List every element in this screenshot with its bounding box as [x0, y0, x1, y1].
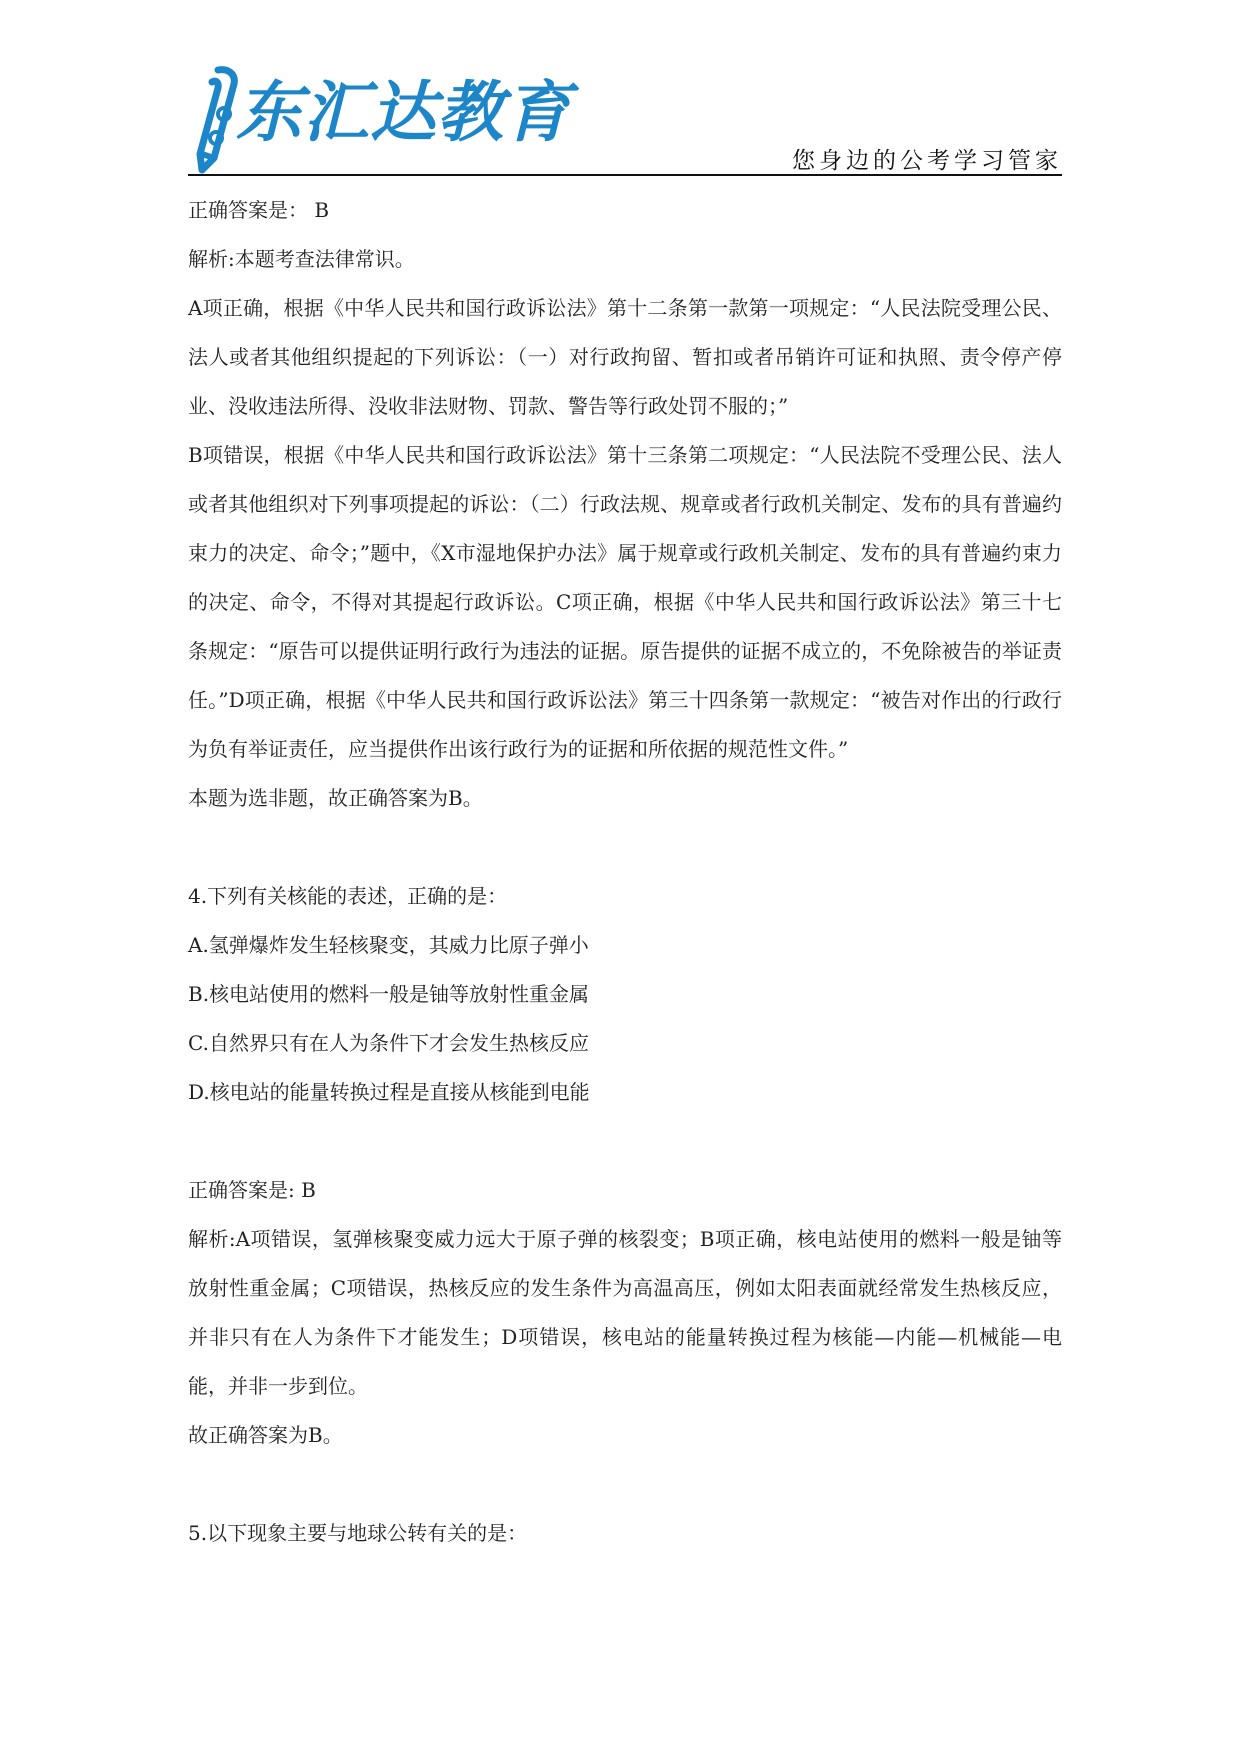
spacer: [188, 1460, 1062, 1509]
spacer: [188, 1117, 1062, 1166]
spacer: [188, 823, 1062, 872]
analysis-conclusion: 故正确答案为B。: [188, 1423, 343, 1447]
logo-text: 东汇达教育: [236, 74, 571, 151]
option-b: B.核电站使用的燃料一般是铀等放射性重金属: [188, 982, 590, 1006]
page-header: [188, 60, 1062, 178]
answer-line: 正确答案是: B: [188, 1178, 316, 1202]
question-stem: 4.下列有关核能的表述，正确的是：: [188, 884, 508, 908]
analysis-conclusion: 本题为选非题，故正确答案为B。: [188, 786, 483, 810]
question-stem: 5.以下现象主要与地球公转有关的是：: [188, 1521, 528, 1545]
analysis-paragraph: 解析:A项错误，氢弹核聚变威力远大于原子弹的核裂变；B项正确，核电站使用的燃料一般是铀等放射性重金属；C项错误，热核反应的发生条件为高温高压，例如太阳表面就经常发生热核反应，并非只有在人为条件下才能发生；D项错误，核电站的能量转换过程为核能—内能—机械能—电能，并非一步到位。: [188, 1227, 1062, 1398]
answer-line: 正确答案是： B: [188, 198, 330, 222]
header-slogan: 您身边的公考学习管家: [792, 148, 1062, 174]
header-divider: [188, 174, 1062, 176]
logo: [188, 66, 638, 176]
document-body: [188, 186, 1062, 1558]
analysis-intro: 解析:本题考查法律常识。: [188, 247, 415, 271]
analysis-paragraph-a: A项正确，根据《中华人民共和国行政诉讼法》第十二条第一款第一项规定：“人民法院受理公民、法人或者其他组织提起的下列诉讼：（一）对行政拘留、暂扣或者吊销许可证和执照、责令停产停业、没收违法所得、没收非法财物、罚款、警告等行政处罚不服的；”: [188, 296, 1062, 418]
analysis-paragraph-b: B项错误，根据《中华人民共和国行政诉讼法》第十三条第二项规定：“人民法院不受理公民、法人或者其他组织对下列事项提起的诉讼：（二）行政法规、规章或者行政机关制定、发布的具有普遍约束力的决定、命令；”题中，《X市湿地保护办法》属于规章或行政机关制定、发布的具有普遍约束力的决定、命令，不得对其提起行政诉讼。C项正确，根据《中华人民共和国行政诉讼法》第三十七条规定：“原告可以提供证明行政行为违法的证据。原告提供的证据不成立的，不免除被告的举证责任。”D项正确，根据《中华人民共和国行政诉讼法》第三十四条第一款规定：“被告对作出的行政行为负有举证责任，应当提供作出该行政行为的证据和所依据的规范性文件。”: [188, 443, 1062, 761]
option-c: C.自然界只有在人为条件下才会发生热核反应: [188, 1031, 589, 1055]
option-d: D.核电站的能量转换过程是直接从核能到电能: [188, 1080, 590, 1104]
option-a: A.氢弹爆炸发生轻核聚变，其威力比原子弹小: [188, 933, 589, 957]
